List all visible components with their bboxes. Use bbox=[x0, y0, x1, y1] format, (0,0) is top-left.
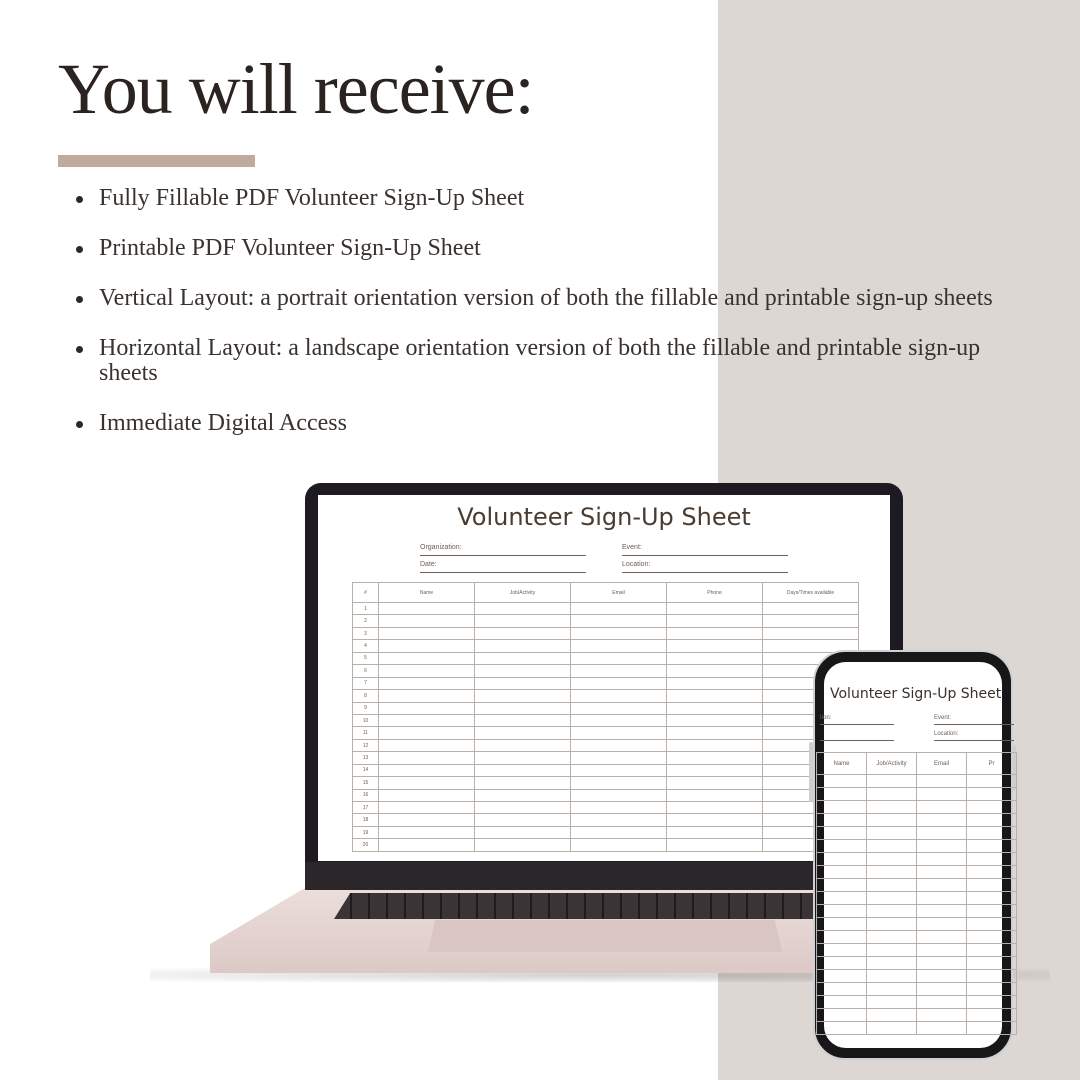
table-cell[interactable] bbox=[967, 827, 1017, 840]
table-cell[interactable] bbox=[475, 652, 571, 664]
row-number: 17 bbox=[353, 802, 379, 814]
phone-screen bbox=[820, 662, 1002, 1048]
row-number: 11 bbox=[353, 727, 379, 739]
list-item: Printable PDF Volunteer Sign-Up Sheet bbox=[76, 236, 1026, 261]
table-cell[interactable] bbox=[667, 714, 763, 726]
table-cell[interactable] bbox=[379, 839, 475, 851]
table-row bbox=[353, 739, 859, 751]
signup-table bbox=[352, 582, 859, 852]
table-cell[interactable] bbox=[817, 983, 867, 996]
row-number: 5 bbox=[353, 652, 379, 664]
table-cell[interactable] bbox=[667, 802, 763, 814]
table-cell[interactable] bbox=[917, 1009, 967, 1022]
table-cell[interactable] bbox=[667, 640, 763, 652]
column-header: Name bbox=[817, 753, 867, 775]
table-cell[interactable] bbox=[475, 677, 571, 689]
row-number: 9 bbox=[353, 702, 379, 714]
table-cell[interactable] bbox=[817, 1022, 867, 1035]
table-cell[interactable] bbox=[379, 652, 475, 664]
table-cell[interactable] bbox=[867, 801, 917, 814]
table-cell[interactable] bbox=[817, 814, 867, 827]
phone-sheet-title: Volunteer Sign-Up Sheet bbox=[830, 686, 1002, 702]
table-cell[interactable] bbox=[379, 789, 475, 801]
table-cell[interactable] bbox=[475, 690, 571, 702]
table-cell[interactable] bbox=[379, 764, 475, 776]
row-number: 20 bbox=[353, 839, 379, 851]
table-cell[interactable] bbox=[967, 853, 1017, 866]
table-cell[interactable] bbox=[967, 944, 1017, 957]
table-cell[interactable] bbox=[917, 853, 967, 866]
location-field: Location: bbox=[622, 561, 788, 573]
table-cell[interactable] bbox=[571, 714, 667, 726]
table-row bbox=[353, 814, 859, 826]
table-cell[interactable] bbox=[817, 957, 867, 970]
row-number: 4 bbox=[353, 640, 379, 652]
table-cell[interactable] bbox=[967, 866, 1017, 879]
table-cell[interactable] bbox=[817, 866, 867, 879]
table-cell[interactable] bbox=[867, 905, 917, 918]
table-cell[interactable] bbox=[917, 866, 967, 879]
event-field: Event: bbox=[622, 544, 788, 556]
table-cell[interactable] bbox=[967, 892, 1017, 905]
keyboard bbox=[334, 893, 874, 919]
table-cell[interactable] bbox=[571, 702, 667, 714]
table-cell[interactable] bbox=[817, 775, 867, 788]
column-header: Name bbox=[379, 583, 475, 603]
table-cell[interactable] bbox=[667, 739, 763, 751]
table-cell[interactable] bbox=[917, 775, 967, 788]
table-row bbox=[817, 801, 1017, 814]
table-cell[interactable] bbox=[571, 789, 667, 801]
table-cell[interactable] bbox=[475, 714, 571, 726]
table-cell[interactable] bbox=[667, 814, 763, 826]
table-cell[interactable] bbox=[817, 853, 867, 866]
table-cell[interactable] bbox=[967, 775, 1017, 788]
table-cell[interactable] bbox=[917, 944, 967, 957]
table-cell[interactable] bbox=[379, 777, 475, 789]
column-header: Days/Times available bbox=[763, 583, 859, 603]
table-cell[interactable] bbox=[917, 918, 967, 931]
table-cell[interactable] bbox=[571, 839, 667, 851]
table-cell[interactable] bbox=[475, 665, 571, 677]
table-cell[interactable] bbox=[867, 788, 917, 801]
table-cell[interactable] bbox=[475, 627, 571, 639]
table-cell[interactable] bbox=[967, 801, 1017, 814]
table-row bbox=[353, 777, 859, 789]
table-row bbox=[817, 1022, 1017, 1035]
table-cell[interactable] bbox=[917, 840, 967, 853]
table-cell[interactable] bbox=[379, 814, 475, 826]
table-cell[interactable] bbox=[763, 603, 859, 615]
table-cell[interactable] bbox=[667, 777, 763, 789]
table-cell[interactable] bbox=[917, 983, 967, 996]
table-cell[interactable] bbox=[967, 918, 1017, 931]
row-number: 12 bbox=[353, 739, 379, 751]
table-row bbox=[353, 714, 859, 726]
table-cell[interactable] bbox=[917, 879, 967, 892]
table-cell[interactable] bbox=[817, 918, 867, 931]
table-row bbox=[353, 627, 859, 639]
table-cell[interactable] bbox=[475, 764, 571, 776]
table-row bbox=[353, 652, 859, 664]
table-cell[interactable] bbox=[867, 892, 917, 905]
table-cell[interactable] bbox=[817, 827, 867, 840]
table-cell[interactable] bbox=[917, 788, 967, 801]
table-cell[interactable] bbox=[967, 1009, 1017, 1022]
table-row bbox=[817, 944, 1017, 957]
table-row bbox=[353, 839, 859, 851]
accent-bar bbox=[58, 155, 255, 167]
table-cell[interactable] bbox=[817, 788, 867, 801]
table-cell[interactable] bbox=[475, 752, 571, 764]
table-cell[interactable] bbox=[667, 652, 763, 664]
table-row bbox=[817, 931, 1017, 944]
table-cell[interactable] bbox=[967, 905, 1017, 918]
table-cell[interactable] bbox=[917, 970, 967, 983]
table-cell[interactable] bbox=[379, 702, 475, 714]
table-cell[interactable] bbox=[667, 839, 763, 851]
table-cell[interactable] bbox=[867, 918, 917, 931]
table-cell[interactable] bbox=[379, 603, 475, 615]
organization-field: Organization: bbox=[420, 544, 586, 556]
laptop-screen bbox=[318, 495, 890, 861]
table-cell[interactable] bbox=[571, 826, 667, 838]
row-number: 8 bbox=[353, 690, 379, 702]
table-cell[interactable] bbox=[571, 752, 667, 764]
table-cell[interactable] bbox=[379, 640, 475, 652]
table-row bbox=[817, 853, 1017, 866]
table-cell[interactable] bbox=[667, 665, 763, 677]
table-cell[interactable] bbox=[475, 739, 571, 751]
table-row bbox=[817, 892, 1017, 905]
table-cell[interactable] bbox=[379, 714, 475, 726]
table-row bbox=[817, 814, 1017, 827]
page-title: You will receive: bbox=[58, 49, 534, 129]
table-cell[interactable] bbox=[867, 827, 917, 840]
row-number: 14 bbox=[353, 764, 379, 776]
table-cell[interactable] bbox=[379, 665, 475, 677]
table-cell[interactable] bbox=[379, 739, 475, 751]
table-cell[interactable] bbox=[667, 677, 763, 689]
table-cell[interactable] bbox=[817, 1009, 867, 1022]
row-number: 3 bbox=[353, 627, 379, 639]
table-cell[interactable] bbox=[475, 802, 571, 814]
table-cell[interactable] bbox=[967, 788, 1017, 801]
table-cell[interactable] bbox=[667, 603, 763, 615]
table-row bbox=[353, 802, 859, 814]
table-cell[interactable] bbox=[475, 826, 571, 838]
row-number: 16 bbox=[353, 789, 379, 801]
table-cell[interactable] bbox=[917, 1022, 967, 1035]
table-cell[interactable] bbox=[817, 931, 867, 944]
table-cell[interactable] bbox=[867, 996, 917, 1009]
table-row bbox=[817, 827, 1017, 840]
table-cell[interactable] bbox=[667, 702, 763, 714]
table-cell[interactable] bbox=[867, 983, 917, 996]
row-number: 15 bbox=[353, 777, 379, 789]
table-cell[interactable] bbox=[917, 905, 967, 918]
table-row bbox=[817, 918, 1017, 931]
column-header: Email bbox=[571, 583, 667, 603]
table-cell[interactable] bbox=[817, 892, 867, 905]
column-header: Pr bbox=[967, 753, 1017, 775]
table-cell[interactable] bbox=[967, 983, 1017, 996]
column-header: Job/Activity bbox=[867, 753, 917, 775]
table-cell[interactable] bbox=[379, 627, 475, 639]
table-cell[interactable] bbox=[571, 764, 667, 776]
table-row bbox=[817, 905, 1017, 918]
table-cell[interactable] bbox=[571, 603, 667, 615]
date-field bbox=[820, 731, 894, 741]
table-cell[interactable] bbox=[571, 802, 667, 814]
table-cell[interactable] bbox=[571, 727, 667, 739]
phone-signup-table bbox=[816, 752, 1017, 1035]
table-cell[interactable] bbox=[917, 801, 967, 814]
feature-list bbox=[76, 186, 1026, 461]
table-row bbox=[817, 840, 1017, 853]
table-cell[interactable] bbox=[571, 677, 667, 689]
table-cell[interactable] bbox=[917, 957, 967, 970]
table-cell[interactable] bbox=[571, 627, 667, 639]
table-row bbox=[353, 826, 859, 838]
list-item: Immediate Digital Access bbox=[76, 411, 1026, 436]
table-cell[interactable] bbox=[571, 640, 667, 652]
date-field: Date: bbox=[420, 561, 586, 573]
table-cell[interactable] bbox=[379, 826, 475, 838]
table-cell[interactable] bbox=[667, 690, 763, 702]
table-cell[interactable] bbox=[475, 640, 571, 652]
organization-field: tion: bbox=[820, 715, 894, 725]
table-cell[interactable] bbox=[867, 944, 917, 957]
table-cell[interactable] bbox=[667, 627, 763, 639]
list-item: Horizontal Layout: a landscape orientation version of both the fillable and printable sign-up sheets bbox=[76, 336, 1026, 386]
table-cell[interactable] bbox=[667, 615, 763, 627]
table-cell[interactable] bbox=[667, 764, 763, 776]
table-cell[interactable] bbox=[475, 789, 571, 801]
row-number: 2 bbox=[353, 615, 379, 627]
table-row bbox=[817, 983, 1017, 996]
row-number: 19 bbox=[353, 826, 379, 838]
table-cell[interactable] bbox=[817, 970, 867, 983]
table-cell[interactable] bbox=[867, 775, 917, 788]
table-cell[interactable] bbox=[571, 615, 667, 627]
list-item: Fully Fillable PDF Volunteer Sign-Up Sheet bbox=[76, 186, 1026, 211]
table-row bbox=[353, 690, 859, 702]
table-cell[interactable] bbox=[571, 665, 667, 677]
table-row bbox=[353, 640, 859, 652]
table-cell[interactable] bbox=[817, 944, 867, 957]
table-cell[interactable] bbox=[817, 905, 867, 918]
table-cell[interactable] bbox=[967, 1022, 1017, 1035]
table-cell[interactable] bbox=[817, 996, 867, 1009]
table-cell[interactable] bbox=[763, 615, 859, 627]
row-number: 7 bbox=[353, 677, 379, 689]
table-cell[interactable] bbox=[571, 814, 667, 826]
table-row bbox=[817, 775, 1017, 788]
table-cell[interactable] bbox=[571, 652, 667, 664]
table-cell[interactable] bbox=[475, 814, 571, 826]
table-row bbox=[353, 702, 859, 714]
sheet-title: Volunteer Sign-Up Sheet bbox=[457, 503, 751, 531]
table-row bbox=[353, 727, 859, 739]
table-cell[interactable] bbox=[817, 879, 867, 892]
table-cell[interactable] bbox=[475, 777, 571, 789]
table-cell[interactable] bbox=[967, 957, 1017, 970]
table-cell[interactable] bbox=[967, 996, 1017, 1009]
table-row bbox=[817, 879, 1017, 892]
table-row bbox=[353, 603, 859, 615]
column-header: Phone bbox=[667, 583, 763, 603]
column-header: Job/Activity bbox=[475, 583, 571, 603]
table-row bbox=[817, 788, 1017, 801]
table-cell[interactable] bbox=[867, 866, 917, 879]
table-row bbox=[817, 866, 1017, 879]
table-row bbox=[817, 970, 1017, 983]
table-cell[interactable] bbox=[667, 752, 763, 764]
row-number: 6 bbox=[353, 665, 379, 677]
table-row bbox=[817, 1009, 1017, 1022]
table-row bbox=[353, 615, 859, 627]
table-cell[interactable] bbox=[967, 814, 1017, 827]
table-cell[interactable] bbox=[867, 1009, 917, 1022]
table-row bbox=[353, 677, 859, 689]
list-item: Vertical Layout: a portrait orientation version of both the fillable and printable sign-up sheets bbox=[76, 286, 1026, 311]
table-cell[interactable] bbox=[967, 931, 1017, 944]
table-cell[interactable] bbox=[379, 752, 475, 764]
table-cell[interactable] bbox=[867, 840, 917, 853]
table-cell[interactable] bbox=[571, 739, 667, 751]
table-cell[interactable] bbox=[917, 996, 967, 1009]
table-cell[interactable] bbox=[475, 839, 571, 851]
table-cell[interactable] bbox=[967, 840, 1017, 853]
table-cell[interactable] bbox=[475, 615, 571, 627]
row-number: 10 bbox=[353, 714, 379, 726]
table-cell[interactable] bbox=[379, 727, 475, 739]
table-row bbox=[353, 764, 859, 776]
event-field: Event: bbox=[934, 715, 1014, 725]
table-cell[interactable] bbox=[475, 727, 571, 739]
table-row bbox=[817, 996, 1017, 1009]
table-cell[interactable] bbox=[379, 677, 475, 689]
table-cell[interactable] bbox=[817, 801, 867, 814]
table-cell[interactable] bbox=[867, 970, 917, 983]
table-cell[interactable] bbox=[917, 931, 967, 944]
table-row bbox=[353, 665, 859, 677]
table-cell[interactable] bbox=[667, 789, 763, 801]
table-cell[interactable] bbox=[667, 727, 763, 739]
table-cell[interactable] bbox=[867, 931, 917, 944]
table-cell[interactable] bbox=[867, 879, 917, 892]
row-number: 1 bbox=[353, 603, 379, 615]
table-row bbox=[353, 789, 859, 801]
table-cell[interactable] bbox=[379, 802, 475, 814]
table-cell[interactable] bbox=[867, 853, 917, 866]
table-cell[interactable] bbox=[571, 777, 667, 789]
table-cell[interactable] bbox=[967, 970, 1017, 983]
row-number: 13 bbox=[353, 752, 379, 764]
column-header: # bbox=[353, 583, 379, 603]
table-cell[interactable] bbox=[967, 879, 1017, 892]
table-cell[interactable] bbox=[867, 1022, 917, 1035]
table-cell[interactable] bbox=[917, 814, 967, 827]
table-cell[interactable] bbox=[763, 627, 859, 639]
table-cell[interactable] bbox=[379, 690, 475, 702]
table-cell[interactable] bbox=[817, 840, 867, 853]
location-field: Location: bbox=[934, 731, 1014, 741]
table-row bbox=[817, 957, 1017, 970]
table-cell[interactable] bbox=[475, 603, 571, 615]
table-cell[interactable] bbox=[667, 826, 763, 838]
trackpad bbox=[428, 920, 782, 952]
table-cell[interactable] bbox=[475, 702, 571, 714]
column-header: Email bbox=[917, 753, 967, 775]
table-row bbox=[353, 752, 859, 764]
table-cell[interactable] bbox=[917, 892, 967, 905]
table-cell[interactable] bbox=[867, 957, 917, 970]
table-cell[interactable] bbox=[379, 615, 475, 627]
table-cell[interactable] bbox=[571, 690, 667, 702]
row-number: 18 bbox=[353, 814, 379, 826]
table-cell[interactable] bbox=[867, 814, 917, 827]
table-cell[interactable] bbox=[917, 827, 967, 840]
